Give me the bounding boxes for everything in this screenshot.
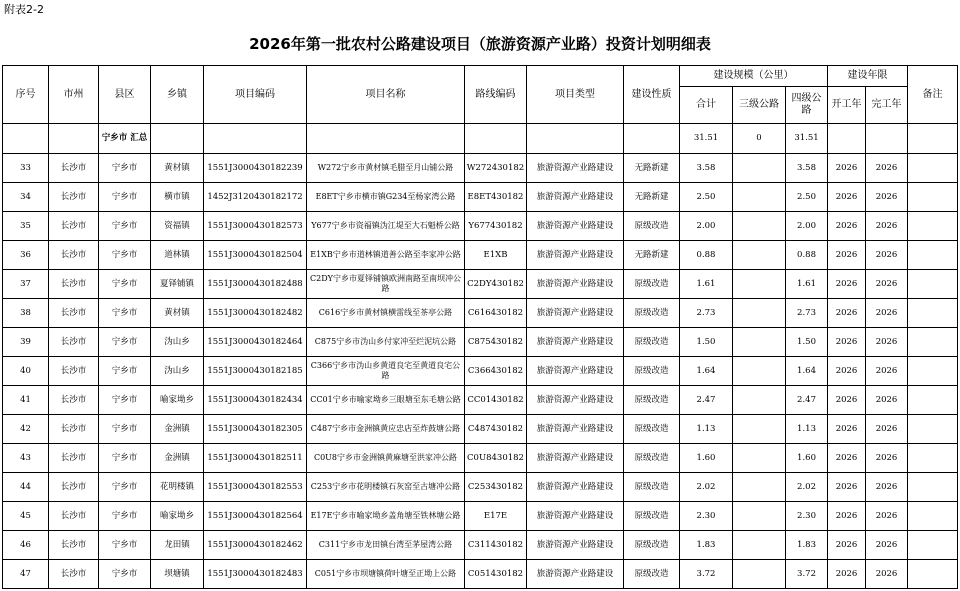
cell-scale-level3 xyxy=(733,415,786,444)
cell-remark xyxy=(908,270,958,299)
cell-city: 长沙市 xyxy=(49,357,99,386)
cell-town: 黄材镇 xyxy=(151,154,204,183)
header-county: 县区 xyxy=(99,66,151,124)
cell-city: 长沙市 xyxy=(49,299,99,328)
cell-project-code: 1551J3000430182482 xyxy=(204,299,307,328)
cell-city: 长沙市 xyxy=(49,560,99,589)
cell-nature: 原级改造 xyxy=(624,415,680,444)
cell-year-start: 2026 xyxy=(828,328,866,357)
cell-project-name: C366宁乡市沩山乡黄道良宅至黄道良宅公路 xyxy=(307,357,465,386)
summary-row xyxy=(3,124,958,154)
cell-year-start: 2026 xyxy=(828,270,866,299)
cell-scale-level3 xyxy=(733,270,786,299)
cell-project-code: 1551J3000430182511 xyxy=(204,444,307,473)
cell-year-end: 2026 xyxy=(866,212,908,241)
header-year: 建设年限 xyxy=(828,66,908,87)
cell-town: 夏铎铺镇 xyxy=(151,270,204,299)
cell-project-name: C051宁乡市坝塘镇荷叶塘至正坳上公路 xyxy=(307,560,465,589)
cell-route-code: CC01430182 xyxy=(465,386,527,415)
cell-scale-total: 1.83 xyxy=(680,531,733,560)
cell-town: 黄材镇 xyxy=(151,299,204,328)
cell-scale-total: 3.72 xyxy=(680,560,733,589)
cell-seq: 43 xyxy=(3,444,49,473)
cell-route-code: C0U8430182 xyxy=(465,444,527,473)
summary-level3: 0 xyxy=(733,124,786,154)
cell-county: 宁乡市 xyxy=(99,502,151,531)
cell-city: 长沙市 xyxy=(49,270,99,299)
cell-scale-level4: 2.73 xyxy=(786,299,828,328)
header-scale-total: 合计 xyxy=(680,87,733,124)
cell-scale-level4: 1.61 xyxy=(786,270,828,299)
cell-scale-level3 xyxy=(733,183,786,212)
cell-project-code: 1551J3000430182488 xyxy=(204,270,307,299)
cell-year-start: 2026 xyxy=(828,357,866,386)
cell-county: 宁乡市 xyxy=(99,183,151,212)
table-row xyxy=(3,531,958,560)
cell-remark xyxy=(908,183,958,212)
table-row xyxy=(3,473,958,502)
cell-scale-level4: 3.72 xyxy=(786,560,828,589)
cell-year-end: 2026 xyxy=(866,531,908,560)
cell-year-start: 2026 xyxy=(828,415,866,444)
cell-remark xyxy=(908,415,958,444)
cell-route-code: C051430182 xyxy=(465,560,527,589)
cell-scale-total: 1.13 xyxy=(680,415,733,444)
cell-scale-level3 xyxy=(733,241,786,270)
cell-city: 长沙市 xyxy=(49,183,99,212)
cell-scale-level3 xyxy=(733,154,786,183)
cell-route-code: C487430182 xyxy=(465,415,527,444)
cell-route-code: E17E xyxy=(465,502,527,531)
cell-year-end: 2026 xyxy=(866,357,908,386)
cell-scale-total: 1.64 xyxy=(680,357,733,386)
cell-seq: 35 xyxy=(3,212,49,241)
appendix-label: 附表2-2 xyxy=(4,3,44,16)
cell-year-end: 2026 xyxy=(866,415,908,444)
cell-scale-level3 xyxy=(733,328,786,357)
cell-scale-total: 1.60 xyxy=(680,444,733,473)
cell-project-name: E8ET宁乡市横市镇G234至杨家湾公路 xyxy=(307,183,465,212)
cell-scale-level4: 1.83 xyxy=(786,531,828,560)
cell-year-start: 2026 xyxy=(828,531,866,560)
cell-project-type: 旅游资源产业路建设 xyxy=(527,241,624,270)
cell-scale-level4: 3.58 xyxy=(786,154,828,183)
cell-project-code: 1551J3000430182462 xyxy=(204,531,307,560)
cell-project-type: 旅游资源产业路建设 xyxy=(527,154,624,183)
cell-project-type: 旅游资源产业路建设 xyxy=(527,531,624,560)
cell-year-end: 2026 xyxy=(866,502,908,531)
cell-project-type: 旅游资源产业路建设 xyxy=(527,183,624,212)
header-seq: 序号 xyxy=(3,66,49,124)
cell-project-code: 1551J3000430182239 xyxy=(204,154,307,183)
cell-project-type: 旅游资源产业路建设 xyxy=(527,212,624,241)
cell-scale-level3 xyxy=(733,531,786,560)
table-row xyxy=(3,328,958,357)
header-project-type: 项目类型 xyxy=(527,66,624,124)
cell-project-name: CC01宁乡市喻家坳乡三眼塘至东毛塘公路 xyxy=(307,386,465,415)
cell-project-name: C0U8宁乡市金洲镇黄麻塘至洪家冲公路 xyxy=(307,444,465,473)
cell-seq: 38 xyxy=(3,299,49,328)
cell-project-code: 1551J3000430182504 xyxy=(204,241,307,270)
header-city: 市州 xyxy=(49,66,99,124)
cell-year-end: 2026 xyxy=(866,444,908,473)
cell-seq: 37 xyxy=(3,270,49,299)
cell-project-type: 旅游资源产业路建设 xyxy=(527,415,624,444)
cell-county: 宁乡市 xyxy=(99,473,151,502)
cell-route-code: C616430182 xyxy=(465,299,527,328)
cell-remark xyxy=(908,473,958,502)
header-project-code: 项目编码 xyxy=(204,66,307,124)
cell-remark xyxy=(908,328,958,357)
cell-seq: 45 xyxy=(3,502,49,531)
cell-nature: 原级改造 xyxy=(624,212,680,241)
cell-seq: 41 xyxy=(3,386,49,415)
cell-scale-level4: 2.00 xyxy=(786,212,828,241)
cell-county: 宁乡市 xyxy=(99,299,151,328)
table-row xyxy=(3,560,958,589)
cell-city: 长沙市 xyxy=(49,473,99,502)
cell-project-type: 旅游资源产业路建设 xyxy=(527,473,624,502)
cell-city: 长沙市 xyxy=(49,212,99,241)
cell-seq: 40 xyxy=(3,357,49,386)
cell-remark xyxy=(908,560,958,589)
cell-county: 宁乡市 xyxy=(99,560,151,589)
cell-year-end: 2026 xyxy=(866,270,908,299)
cell-project-type: 旅游资源产业路建设 xyxy=(527,299,624,328)
table-row xyxy=(3,270,958,299)
cell-scale-level3 xyxy=(733,357,786,386)
cell-year-start: 2026 xyxy=(828,154,866,183)
cell-project-code: 1551J3000430182434 xyxy=(204,386,307,415)
cell-scale-level3 xyxy=(733,502,786,531)
cell-seq: 47 xyxy=(3,560,49,589)
cell-seq: 34 xyxy=(3,183,49,212)
cell-county: 宁乡市 xyxy=(99,154,151,183)
cell-county: 宁乡市 xyxy=(99,328,151,357)
cell-city: 长沙市 xyxy=(49,502,99,531)
table-row xyxy=(3,212,958,241)
cell-nature: 原级改造 xyxy=(624,473,680,502)
cell-year-start: 2026 xyxy=(828,502,866,531)
cell-town: 金洲镇 xyxy=(151,444,204,473)
cell-scale-level4: 2.30 xyxy=(786,502,828,531)
cell-city: 长沙市 xyxy=(49,444,99,473)
cell-route-code: C2DY430182 xyxy=(465,270,527,299)
header-year-start: 开工年 xyxy=(828,87,866,124)
cell-project-name: E1XB宁乡市道林镇道善公路至李家冲公路 xyxy=(307,241,465,270)
cell-county: 宁乡市 xyxy=(99,415,151,444)
cell-scale-total: 0.88 xyxy=(680,241,733,270)
cell-scale-level3 xyxy=(733,299,786,328)
cell-remark xyxy=(908,444,958,473)
cell-town: 坝塘镇 xyxy=(151,560,204,589)
cell-route-code: E8ET430182 xyxy=(465,183,527,212)
header-scale: 建设规模（公里） xyxy=(680,66,828,87)
header-project-name: 项目名称 xyxy=(307,66,465,124)
cell-project-type: 旅游资源产业路建设 xyxy=(527,328,624,357)
cell-nature: 原级改造 xyxy=(624,560,680,589)
table-row xyxy=(3,386,958,415)
cell-nature: 原级改造 xyxy=(624,357,680,386)
cell-town: 横市镇 xyxy=(151,183,204,212)
cell-nature: 原级改造 xyxy=(624,328,680,357)
cell-county: 宁乡市 xyxy=(99,386,151,415)
cell-seq: 33 xyxy=(3,154,49,183)
cell-year-end: 2026 xyxy=(866,183,908,212)
cell-city: 长沙市 xyxy=(49,328,99,357)
cell-remark xyxy=(908,386,958,415)
cell-project-code: 1551J3000430182185 xyxy=(204,357,307,386)
header-scale-level3: 三级公路 xyxy=(733,87,786,124)
cell-city: 长沙市 xyxy=(49,386,99,415)
cell-year-start: 2026 xyxy=(828,299,866,328)
cell-project-type: 旅游资源产业路建设 xyxy=(527,502,624,531)
cell-scale-level4: 2.02 xyxy=(786,473,828,502)
cell-project-code: 1551J3000430182464 xyxy=(204,328,307,357)
cell-scale-level4: 1.13 xyxy=(786,415,828,444)
cell-scale-level4: 1.50 xyxy=(786,328,828,357)
cell-year-end: 2026 xyxy=(866,328,908,357)
table-row xyxy=(3,241,958,270)
cell-scale-total: 2.47 xyxy=(680,386,733,415)
cell-nature: 无路新建 xyxy=(624,183,680,212)
cell-scale-total: 2.30 xyxy=(680,502,733,531)
cell-nature: 原级改造 xyxy=(624,502,680,531)
cell-route-code: W272430182 xyxy=(465,154,527,183)
page-title: 2026年第一批农村公路建设项目（旅游资源产业路）投资计划明细表 xyxy=(249,35,711,53)
cell-town: 花明楼镇 xyxy=(151,473,204,502)
cell-scale-level4: 1.64 xyxy=(786,357,828,386)
cell-nature: 原级改造 xyxy=(624,270,680,299)
cell-remark xyxy=(908,531,958,560)
cell-town: 道林镇 xyxy=(151,241,204,270)
cell-county: 宁乡市 xyxy=(99,270,151,299)
cell-project-name: C616宁乡市黄材镇横雷线至茶亭公路 xyxy=(307,299,465,328)
cell-town: 喻家坳乡 xyxy=(151,502,204,531)
cell-project-code: 1452J3120430182172 xyxy=(204,183,307,212)
cell-scale-level4: 1.60 xyxy=(786,444,828,473)
cell-project-type: 旅游资源产业路建设 xyxy=(527,386,624,415)
cell-project-type: 旅游资源产业路建设 xyxy=(527,560,624,589)
cell-city: 长沙市 xyxy=(49,531,99,560)
cell-scale-level4: 2.47 xyxy=(786,386,828,415)
cell-remark xyxy=(908,357,958,386)
cell-year-start: 2026 xyxy=(828,473,866,502)
cell-city: 长沙市 xyxy=(49,415,99,444)
cell-project-code: 1551J3000430182573 xyxy=(204,212,307,241)
summary-label: 宁乡市 汇总 xyxy=(99,124,151,154)
cell-project-name: C311宁乡市龙田镇台湾至茅屋湾公路 xyxy=(307,531,465,560)
cell-route-code: Y677430182 xyxy=(465,212,527,241)
cell-year-start: 2026 xyxy=(828,444,866,473)
cell-nature: 原级改造 xyxy=(624,386,680,415)
cell-scale-level4: 2.50 xyxy=(786,183,828,212)
cell-scale-level3 xyxy=(733,473,786,502)
cell-scale-total: 1.50 xyxy=(680,328,733,357)
cell-year-start: 2026 xyxy=(828,241,866,270)
cell-city: 长沙市 xyxy=(49,241,99,270)
cell-route-code: C253430182 xyxy=(465,473,527,502)
cell-nature: 无路新建 xyxy=(624,154,680,183)
cell-scale-total: 2.73 xyxy=(680,299,733,328)
cell-project-name: E17E宁乡市喻家坳乡盖角塘至铁林塘公路 xyxy=(307,502,465,531)
cell-year-end: 2026 xyxy=(866,560,908,589)
table-row xyxy=(3,299,958,328)
header-town: 乡镇 xyxy=(151,66,204,124)
cell-year-end: 2026 xyxy=(866,241,908,270)
cell-scale-level4: 0.88 xyxy=(786,241,828,270)
table-row xyxy=(3,357,958,386)
table-row xyxy=(3,444,958,473)
cell-project-name: C487宁乡市金洲镇黄应忠店至炸鼓塘公路 xyxy=(307,415,465,444)
cell-project-name: Y677宁乡市资福镇沩江堤至大石魁桥公路 xyxy=(307,212,465,241)
cell-project-code: 1551J3000430182305 xyxy=(204,415,307,444)
cell-year-start: 2026 xyxy=(828,183,866,212)
cell-project-code: 1551J3000430182564 xyxy=(204,502,307,531)
cell-town: 喻家坳乡 xyxy=(151,386,204,415)
cell-project-name: C253宁乡市花明楼镇石灰窑至古塘冲公路 xyxy=(307,473,465,502)
cell-town: 资福镇 xyxy=(151,212,204,241)
header-scale-level4: 四级公路 xyxy=(786,87,828,124)
cell-seq: 39 xyxy=(3,328,49,357)
cell-project-name: C875宁乡市沩山乡付家冲至烂泥坑公路 xyxy=(307,328,465,357)
cell-seq: 44 xyxy=(3,473,49,502)
cell-scale-level3 xyxy=(733,386,786,415)
cell-year-end: 2026 xyxy=(866,473,908,502)
cell-seq: 46 xyxy=(3,531,49,560)
header-nature: 建设性质 xyxy=(624,66,680,124)
cell-project-name: W272宁乡市黄材镇毛腊至月山铺公路 xyxy=(307,154,465,183)
cell-project-code: 1551J3000430182553 xyxy=(204,473,307,502)
cell-project-code: 1551J3000430182483 xyxy=(204,560,307,589)
cell-year-end: 2026 xyxy=(866,154,908,183)
summary-level4: 31.51 xyxy=(786,124,828,154)
cell-town: 金洲镇 xyxy=(151,415,204,444)
table-row xyxy=(3,415,958,444)
cell-remark xyxy=(908,154,958,183)
cell-remark xyxy=(908,212,958,241)
cell-scale-level3 xyxy=(733,560,786,589)
cell-scale-total: 2.50 xyxy=(680,183,733,212)
cell-town: 沩山乡 xyxy=(151,328,204,357)
cell-route-code: C311430182 xyxy=(465,531,527,560)
cell-county: 宁乡市 xyxy=(99,212,151,241)
cell-project-type: 旅游资源产业路建设 xyxy=(527,357,624,386)
cell-scale-total: 2.02 xyxy=(680,473,733,502)
summary-total: 31.51 xyxy=(680,124,733,154)
cell-scale-total: 1.61 xyxy=(680,270,733,299)
cell-year-start: 2026 xyxy=(828,386,866,415)
cell-county: 宁乡市 xyxy=(99,357,151,386)
cell-town: 龙田镇 xyxy=(151,531,204,560)
cell-nature: 原级改造 xyxy=(624,531,680,560)
cell-year-start: 2026 xyxy=(828,560,866,589)
cell-city: 长沙市 xyxy=(49,154,99,183)
table-row xyxy=(3,154,958,183)
cell-scale-total: 2.00 xyxy=(680,212,733,241)
cell-scale-level3 xyxy=(733,444,786,473)
cell-nature: 原级改造 xyxy=(624,299,680,328)
cell-project-name: C2DY宁乡市夏铎铺镇欧洲南路至南坝冲公路 xyxy=(307,270,465,299)
cell-route-code: E1XB xyxy=(465,241,527,270)
cell-nature: 无路新建 xyxy=(624,241,680,270)
cell-route-code: C875430182 xyxy=(465,328,527,357)
cell-town: 沩山乡 xyxy=(151,357,204,386)
cell-remark xyxy=(908,299,958,328)
cell-county: 宁乡市 xyxy=(99,241,151,270)
header-remark: 备注 xyxy=(908,66,958,124)
cell-year-end: 2026 xyxy=(866,386,908,415)
cell-nature: 原级改造 xyxy=(624,444,680,473)
table-row xyxy=(3,183,958,212)
cell-scale-total: 3.58 xyxy=(680,154,733,183)
header-route-code: 路线编码 xyxy=(465,66,527,124)
cell-county: 宁乡市 xyxy=(99,531,151,560)
cell-year-start: 2026 xyxy=(828,212,866,241)
table-row xyxy=(3,502,958,531)
header-year-end: 完工年 xyxy=(866,87,908,124)
investment-plan-table xyxy=(2,65,958,589)
cell-seq: 42 xyxy=(3,415,49,444)
cell-year-end: 2026 xyxy=(866,299,908,328)
cell-route-code: C366430182 xyxy=(465,357,527,386)
cell-remark xyxy=(908,241,958,270)
cell-seq: 36 xyxy=(3,241,49,270)
cell-project-type: 旅游资源产业路建设 xyxy=(527,270,624,299)
cell-county: 宁乡市 xyxy=(99,444,151,473)
cell-project-type: 旅游资源产业路建设 xyxy=(527,444,624,473)
cell-scale-level3 xyxy=(733,212,786,241)
cell-remark xyxy=(908,502,958,531)
